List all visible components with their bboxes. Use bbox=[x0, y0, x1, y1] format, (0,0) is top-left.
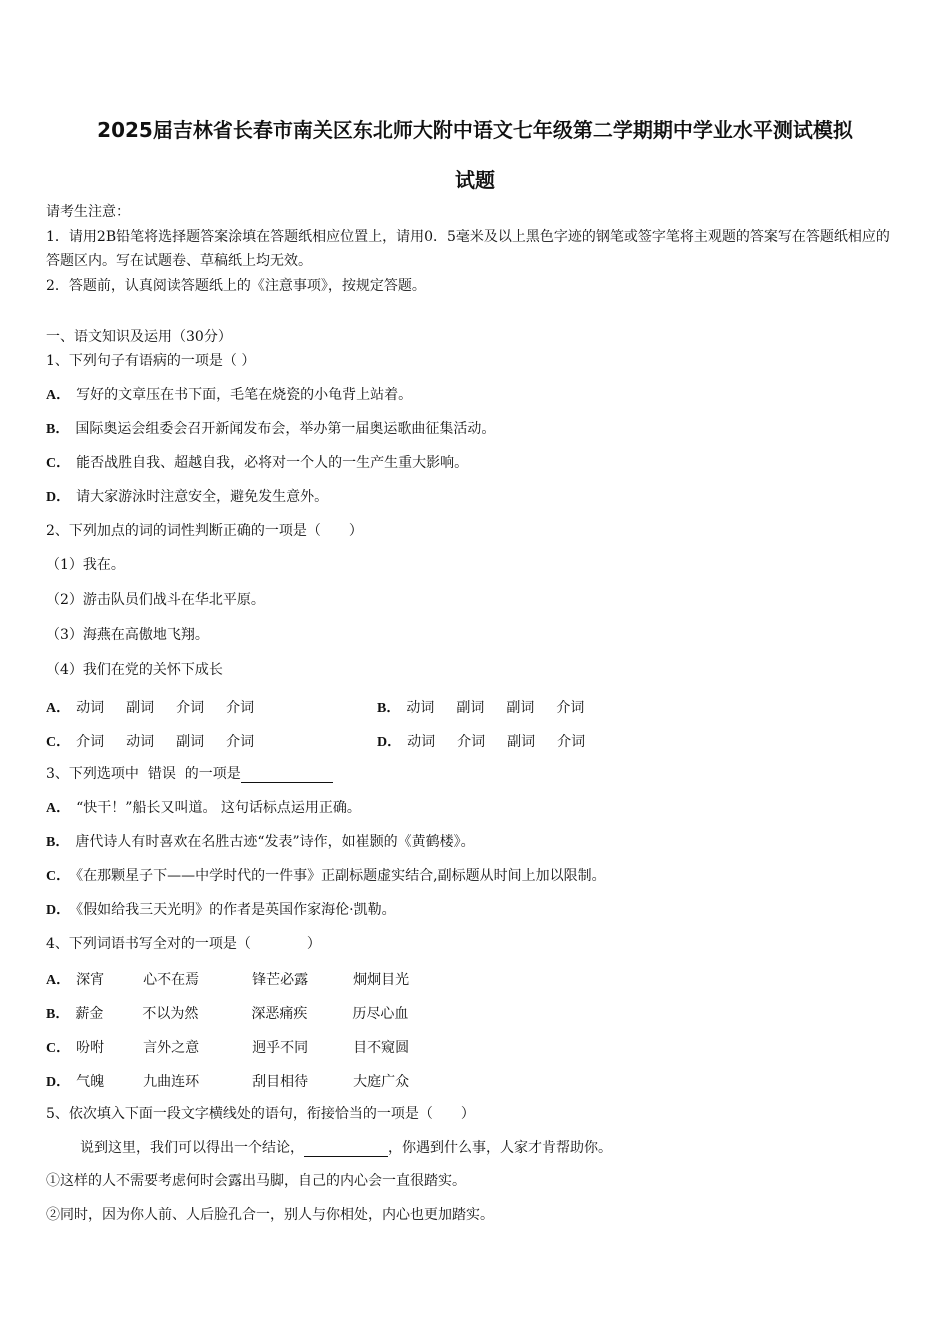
option-label: D． bbox=[46, 490, 71, 505]
option-word: 九曲连环 bbox=[143, 1074, 200, 1090]
option-word: 迥乎不同 bbox=[252, 1040, 309, 1056]
question-2-stem: 2、下列加点的词的词性判断正确的一项是（ ） bbox=[46, 523, 363, 539]
option-word: 介词 bbox=[557, 734, 586, 750]
option-word: 大庭广众 bbox=[353, 1074, 410, 1090]
option-word: 介词 bbox=[176, 700, 205, 716]
option-word: 副词 bbox=[507, 734, 536, 750]
question-4-option-d bbox=[46, 1071, 409, 1091]
option-word: 介词 bbox=[457, 734, 486, 750]
question-2-option-b bbox=[377, 697, 584, 717]
option-word: 动词 bbox=[406, 700, 435, 716]
question-3-stem-pre: 3、下列选项中 bbox=[46, 766, 139, 782]
question-2-option-d bbox=[377, 731, 585, 751]
option-word: 气魄 bbox=[76, 1074, 105, 1090]
notice-item-2: 2．答题前，认真阅读答题纸上的《注意事项》，按规定答题。 bbox=[46, 278, 426, 294]
question-4-stem: 4、下列词语书写全对的一项是（ ） bbox=[46, 936, 321, 952]
option-label: C． bbox=[46, 456, 71, 471]
option-label: B． bbox=[46, 1007, 70, 1022]
question-1-option-a bbox=[46, 386, 412, 405]
question-3-option-c bbox=[46, 867, 606, 886]
exam-title-line1: 2025届吉林省长春市南关区东北师大附中语文七年级第二学期期中学业水平测试模拟 bbox=[97, 118, 853, 142]
question-3-stem-emph: 错误 bbox=[147, 766, 176, 782]
section-1-heading: 一、语文知识及运用（30分） bbox=[46, 329, 232, 345]
option-label: A． bbox=[46, 801, 71, 816]
option-word: 薪金 bbox=[75, 1006, 104, 1022]
option-word: 副词 bbox=[126, 700, 155, 716]
option-word: 心不在焉 bbox=[143, 972, 200, 988]
passage-pre: 说到这里，我们可以得出一个结论， bbox=[80, 1140, 304, 1156]
question-3-stem-post: 的一项是 bbox=[184, 766, 241, 782]
option-word: 锋芒必露 bbox=[252, 972, 309, 988]
notice-item-1: 1．请用2B铅笔将选择题答案涂填在答题纸相应位置上，请用0．5毫米及以上黑色字迹的钢笔或签字笔将主观题的答案写在答题纸相应的答题区内。写在试题卷、草稿纸上均无效。 bbox=[46, 229, 890, 269]
option-text: 唐代诗人有时喜欢在名胜古迹“发表”诗作，如崔颢的《黄鹤楼》。 bbox=[75, 834, 475, 850]
option-word: 副词 bbox=[506, 700, 535, 716]
option-word: 不以为然 bbox=[142, 1006, 199, 1022]
option-label: B． bbox=[46, 422, 70, 437]
question-5-item-2: ②同时，因为你人前、人后脸孔合一，别人与你相处，内心也更加踏实。 bbox=[46, 1207, 494, 1223]
question-3-option-b bbox=[46, 833, 475, 852]
question-2-item-1: （1）我在。 bbox=[46, 557, 125, 573]
answer-blank bbox=[241, 766, 333, 783]
option-word: 目不窥圆 bbox=[353, 1040, 410, 1056]
question-1-option-d bbox=[46, 488, 328, 507]
option-word: 副词 bbox=[456, 700, 485, 716]
option-word: 介词 bbox=[226, 734, 255, 750]
option-label: A． bbox=[46, 973, 71, 988]
option-label: C． bbox=[46, 735, 71, 750]
option-text: 请大家游泳时注意安全，避免发生意外。 bbox=[76, 489, 329, 505]
option-label: B． bbox=[46, 835, 70, 850]
option-label: C． bbox=[46, 1041, 71, 1056]
option-label: C． bbox=[46, 869, 71, 884]
option-word: 动词 bbox=[76, 700, 105, 716]
option-word: 副词 bbox=[176, 734, 205, 750]
question-4-option-a bbox=[46, 969, 409, 989]
question-1-stem: 1、下列句子有语病的一项是（ ） bbox=[46, 353, 256, 369]
option-text: “快干！”船长又叫道。 这句话标点运用正确。 bbox=[76, 800, 361, 816]
option-label: D． bbox=[377, 735, 402, 750]
exam-title-line2: 试题 bbox=[455, 168, 495, 192]
question-2-item-4: （4）我们在党的关怀下成长 bbox=[46, 662, 223, 678]
option-label: A． bbox=[46, 388, 71, 403]
option-label: B． bbox=[377, 701, 401, 716]
option-label: D． bbox=[46, 903, 71, 918]
option-label: D． bbox=[46, 1075, 71, 1090]
question-3-option-d bbox=[46, 901, 396, 920]
notice-heading: 请考生注意： bbox=[46, 204, 130, 220]
option-text: 国际奥运会组委会召开新闻发布会，举办第一届奥运歌曲征集活动。 bbox=[75, 421, 496, 437]
option-word: 介词 bbox=[226, 700, 255, 716]
question-5-passage bbox=[80, 1139, 612, 1157]
option-word: 介词 bbox=[76, 734, 105, 750]
question-5-stem: 5、依次填入下面一段文字横线处的语句，衔接恰当的一项是（ ） bbox=[46, 1106, 475, 1122]
question-3-option-a bbox=[46, 799, 361, 818]
option-text: 能否战胜自我、超越自我，必将对一个人的一生产生重大影响。 bbox=[76, 455, 469, 471]
question-4-option-c bbox=[46, 1037, 409, 1057]
passage-post: ，你遇到什么事，人家才肯帮助你。 bbox=[388, 1140, 612, 1156]
option-word: 深恶痛疾 bbox=[251, 1006, 308, 1022]
option-word: 吩咐 bbox=[76, 1040, 105, 1056]
option-word: 言外之意 bbox=[143, 1040, 200, 1056]
answer-blank bbox=[304, 1140, 388, 1157]
option-word: 动词 bbox=[407, 734, 436, 750]
question-5-item-1: ①这样的人不需要考虑何时会露出马脚，自己的内心会一直很踏实。 bbox=[46, 1173, 466, 1189]
option-text: 写好的文章压在书下面，毛笔在烧瓷的小龟背上站着。 bbox=[76, 387, 413, 403]
question-2-option-a bbox=[46, 697, 254, 717]
question-1-option-c bbox=[46, 454, 468, 473]
option-word: 深宵 bbox=[76, 972, 105, 988]
option-word: 历尽心血 bbox=[352, 1006, 409, 1022]
option-label: A． bbox=[46, 701, 71, 716]
option-text: 《假如给我三天光明》的作者是英国作家海伦·凯勒。 bbox=[76, 902, 396, 918]
question-2-option-c bbox=[46, 731, 254, 751]
question-4-option-b bbox=[46, 1003, 408, 1023]
question-1-option-b bbox=[46, 420, 495, 439]
option-word: 炯炯目光 bbox=[353, 972, 410, 988]
option-word: 动词 bbox=[126, 734, 155, 750]
question-2-item-2: （2）游击队员们战斗在华北平原。 bbox=[46, 592, 265, 608]
option-word: 刮目相待 bbox=[252, 1074, 309, 1090]
question-3-stem bbox=[46, 765, 333, 783]
question-2-item-3: （3）海燕在高傲地飞翔。 bbox=[46, 627, 209, 643]
option-word: 介词 bbox=[556, 700, 585, 716]
option-text: 《在那颗星子下——中学时代的一件事》正副标题虚实结合,副标题从时间上加以限制。 bbox=[76, 868, 606, 884]
